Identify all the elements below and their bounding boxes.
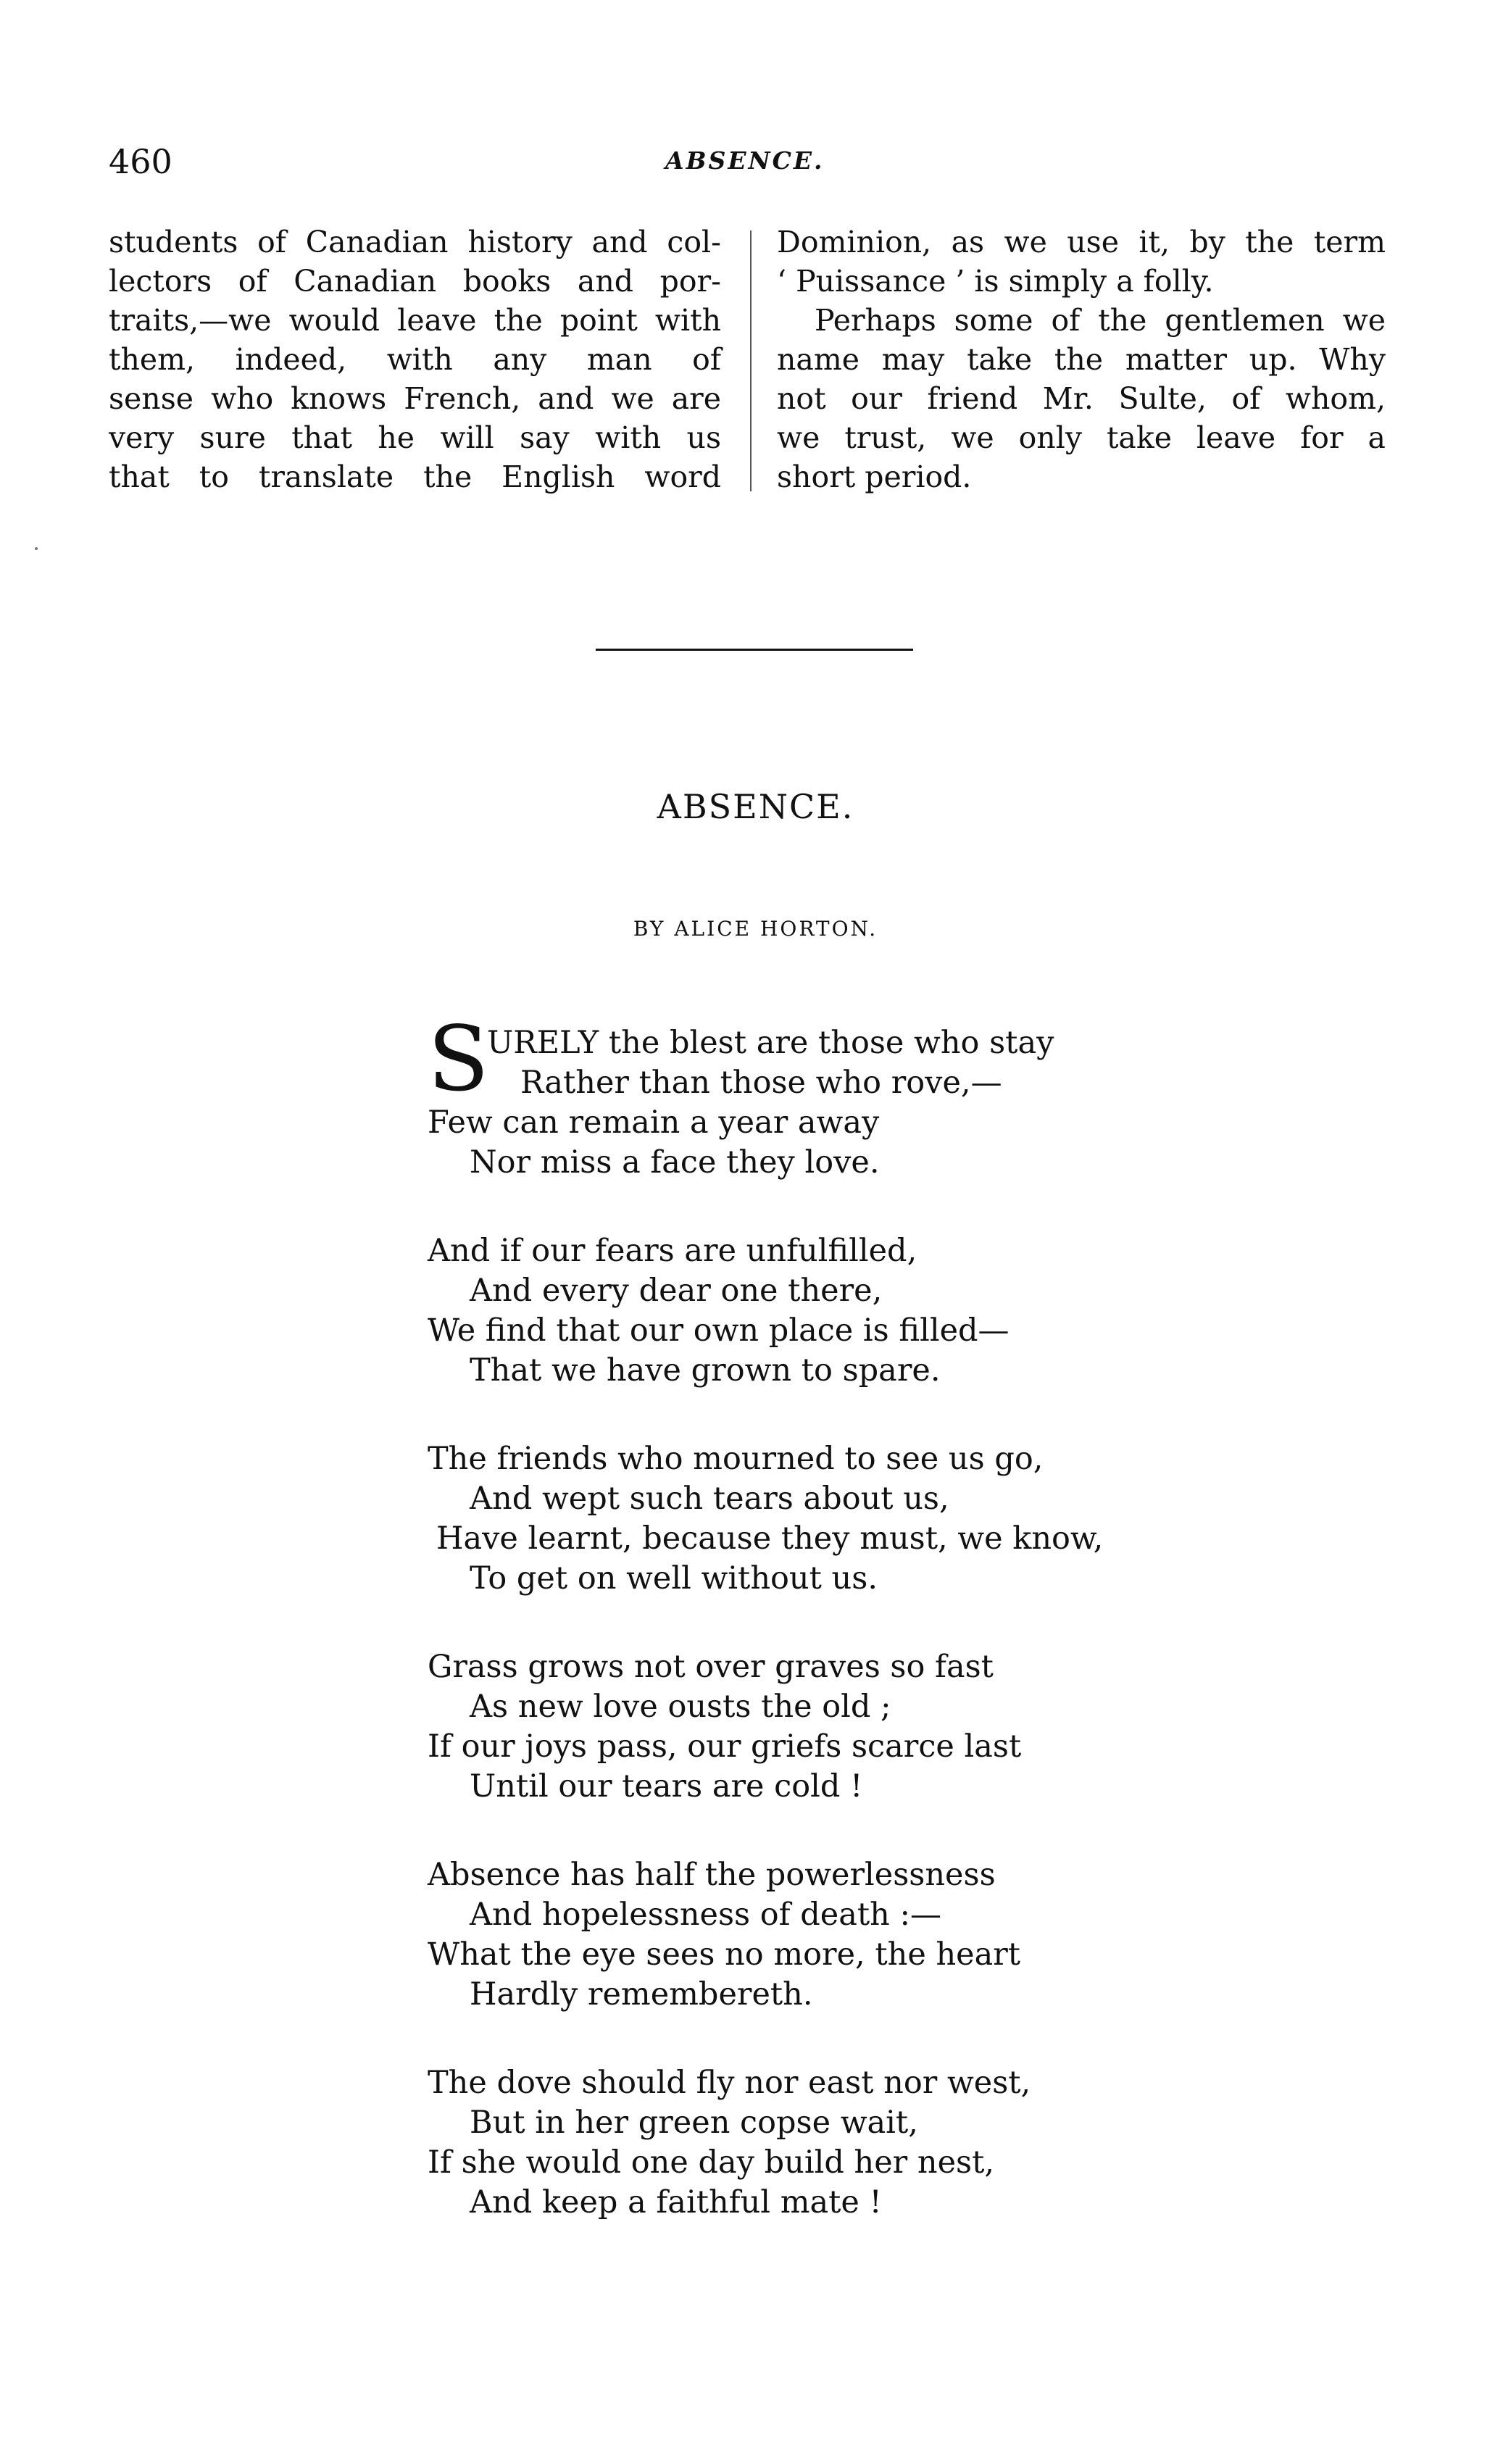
verse-line: URELY the blest are those who stay — [487, 1025, 1054, 1061]
verse-line: Nor miss a face they love. — [470, 1144, 880, 1181]
stanza — [428, 2063, 1103, 2223]
verse-line: Until our tears are cold ! — [470, 1768, 863, 1805]
stanza — [428, 1023, 1103, 1183]
verse-line: And wept such tears about us, — [470, 1481, 949, 1517]
right-column-line: we trust, we only take leave for a — [777, 420, 1386, 455]
verse-line: We find that our own place is filled— — [428, 1312, 1010, 1349]
right-column-line: short period. — [777, 459, 972, 494]
drop-cap: S — [428, 1007, 489, 1112]
stanza — [428, 1855, 1103, 2015]
poem-body — [428, 1023, 1103, 2271]
right-column-line: name may take the matter up. Why — [777, 342, 1386, 377]
verse-line: Rather than those who rove,— — [520, 1065, 1002, 1101]
verse-line: Grass grows not over graves so fast — [428, 1649, 994, 1685]
right-column-line: not our friend Mr. Sulte, of whom, — [777, 381, 1386, 416]
verse-line: Absence has half the powerlessness — [428, 1857, 996, 1893]
verse-line: And every dear one there, — [470, 1273, 883, 1309]
left-column-line: students of Canadian history and col- — [109, 225, 721, 259]
stanza — [428, 1439, 1103, 1599]
verse-line: To get on well without us. — [470, 1560, 878, 1597]
verse-line: If she would one day build her nest, — [428, 2144, 995, 2181]
poem-title: ABSENCE. — [657, 787, 854, 826]
print-speck — [35, 547, 38, 550]
left-column-line: that to translate the English word — [109, 459, 721, 494]
stanza — [428, 1647, 1103, 1807]
left-column-line: them, indeed, with any man of — [109, 342, 721, 377]
verse-line: And if our fears are unfulfilled, — [428, 1233, 917, 1269]
column-divider — [750, 230, 752, 491]
left-column-line: traits,—we would leave the point with — [109, 303, 721, 338]
verse-line: The dove should fly nor east nor west, — [428, 2065, 1031, 2101]
verse-line: And hopelessness of death :— — [470, 1897, 941, 1933]
verse-line: Hardly remembereth. — [470, 1976, 813, 2013]
verse-line: Few can remain a year away — [428, 1104, 880, 1141]
running-title: ABSENCE. — [665, 146, 825, 175]
verse-line: The friends who mourned to see us go, — [428, 1441, 1044, 1477]
verse-line: That we have grown to spare. — [470, 1352, 941, 1389]
verse-line: And keep a faithful mate ! — [470, 2184, 882, 2220]
right-column-line: ‘ Puissance ’ is simply a folly. — [777, 264, 1214, 299]
verse-line: Have learnt, because they must, we know, — [436, 1520, 1104, 1557]
page-number: 460 — [109, 142, 172, 181]
verse-line: As new love ousts the old ; — [470, 1689, 891, 1725]
left-column-line: very sure that he will say with us — [109, 420, 721, 455]
stanza — [428, 1231, 1103, 1391]
right-column-line: Perhaps some of the gentlemen we — [815, 303, 1386, 338]
verse-line: What the eye sees no more, the heart — [428, 1936, 1021, 1973]
verse-line: But in her green copse wait, — [470, 2105, 918, 2141]
left-column — [109, 222, 721, 496]
right-column — [777, 222, 1386, 496]
right-column-line: Dominion, as we use it, by the term — [777, 225, 1386, 259]
left-column-line: sense who knows French, and we are — [109, 381, 721, 416]
section-divider — [596, 649, 913, 651]
left-column-line: lectors of Canadian books and por- — [109, 264, 721, 299]
verse-line: If our joys pass, our griefs scarce last — [428, 1728, 1022, 1765]
poem-byline: BY ALICE HORTON. — [633, 917, 878, 941]
